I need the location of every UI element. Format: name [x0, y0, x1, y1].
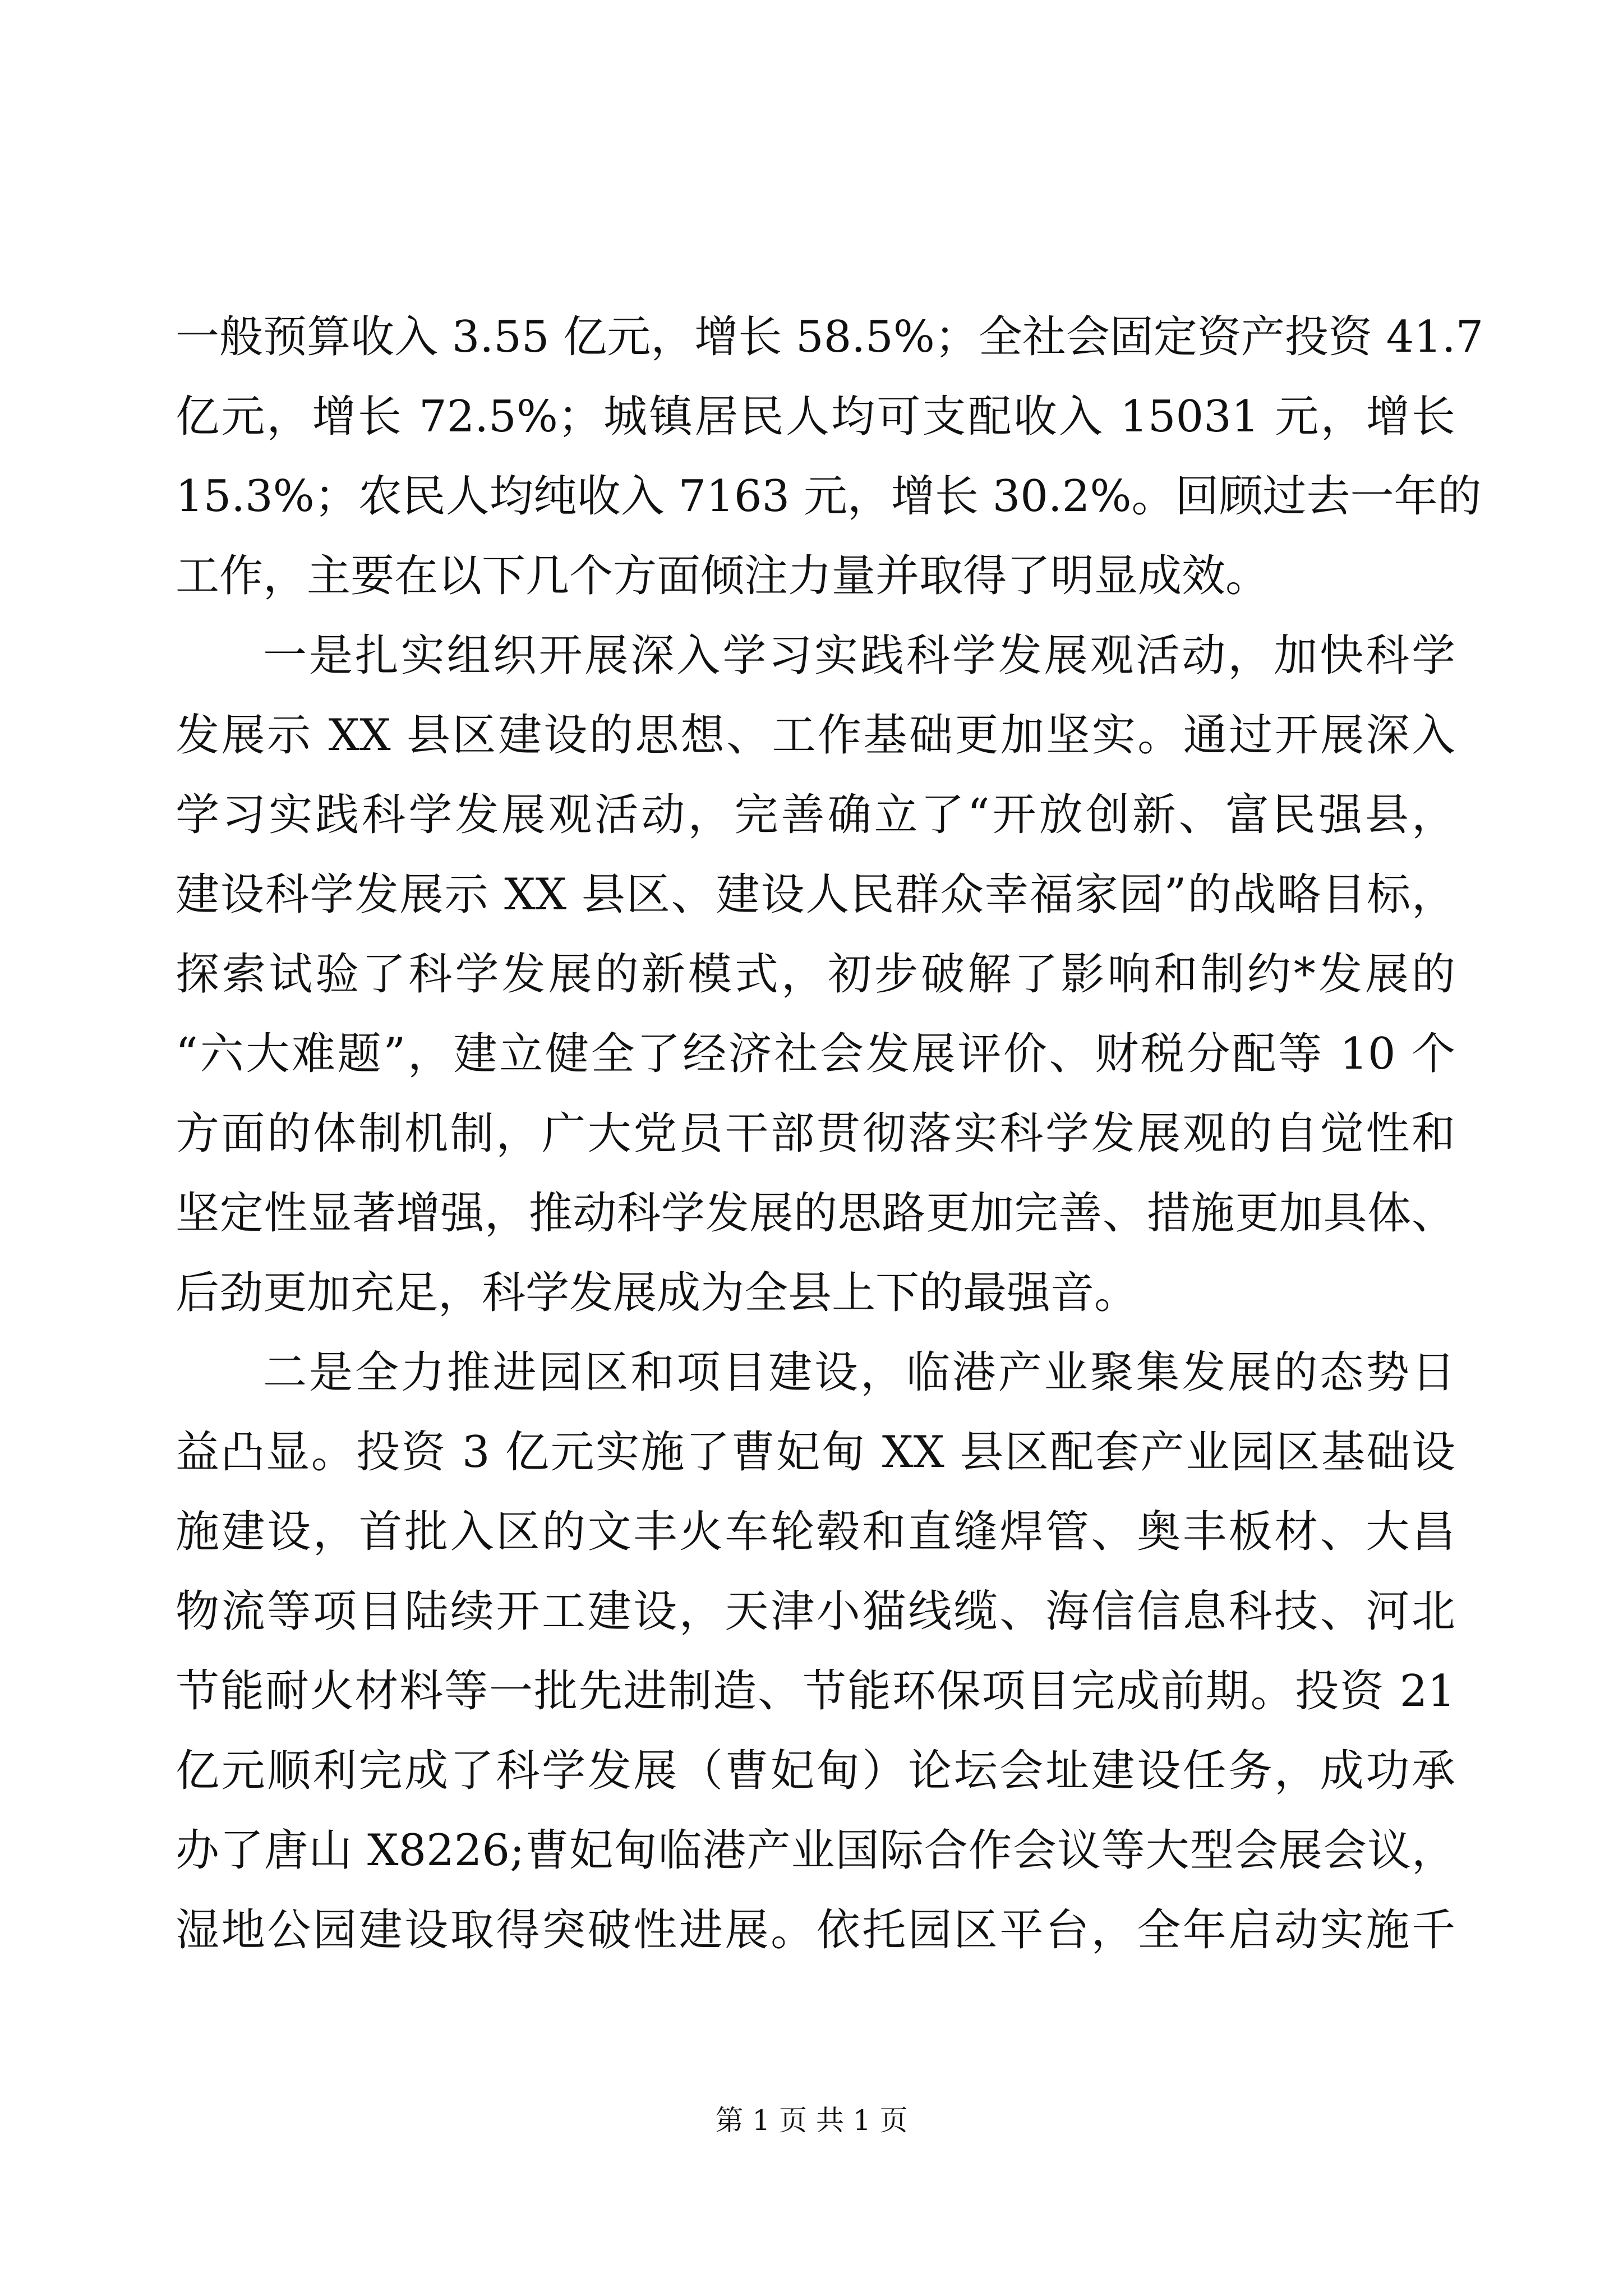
paragraph-1-line-4: 工作，主要在以下几个方面倾注力量并取得了明显成效。 — [176, 551, 1270, 601]
paragraph-2-line-2: 发展示 XX 县区建设的思想、工作基础更加坚实。通过开展深入 — [176, 710, 1455, 761]
paragraph-3-line-5: 节能耐火材料等一批先进制造、节能环保项目完成前期。投资 21 — [176, 1666, 1455, 1717]
paragraph-2-line-3: 学习实践科学发展观活动，完善确立了“开放创新、富民强县， — [176, 790, 1455, 840]
paragraph-3-line-8: 湿地公园建设取得突破性进展。依托园区平台，全年启动实施千 — [176, 1905, 1455, 1955]
paragraph-3-line-7: 办了唐山 X8226;曹妃甸临港产业国际合作会议等大型会展会议， — [176, 1825, 1455, 1876]
paragraph-1-line-2: 亿元，增长 72.5%；城镇居民人均可支配收入 15031 元，增长 — [176, 392, 1455, 442]
paragraph-2-line-4: 建设科学发展示 XX 县区、建设人民群众幸福家园”的战略目标， — [176, 869, 1455, 920]
paragraph-3-line-1: 二是全力推进园区和项目建设，临港产业聚集发展的态势日 — [263, 1347, 1455, 1398]
page-number-label: 第 1 页 共 1 页 — [715, 2104, 908, 2137]
paragraph-2-line-7: 方面的体制机制，广大党员干部贯彻落实科学发展观的自觉性和 — [176, 1108, 1455, 1159]
paragraph-2-line-8: 坚定性显著增强，推动科学发展的思路更加完善、措施更加具体、 — [176, 1188, 1455, 1239]
paragraph-1-line-1: 一般预算收入 3.55 亿元，增长 58.5%；全社会固定资产投资 41.7 — [176, 312, 1484, 362]
paragraph-2-line-9: 后劲更加充足，科学发展成为全县上下的最强音。 — [176, 1268, 1138, 1318]
paragraph-2-line-1: 一是扎实组织开展深入学习实践科学发展观活动，加快科学 — [263, 631, 1455, 681]
paragraph-1-line-3: 15.3%；农民人均纯收入 7163 元，增长 30.2%。回顾过去一年的 — [176, 471, 1482, 522]
paragraph-2-line-6: “六大难题”，建立健全了经济社会发展评价、财税分配等 10 个 — [176, 1029, 1455, 1079]
paragraph-3-line-2: 益凸显。投资 3 亿元实施了曹妃甸 XX 县区配套产业园区基础设 — [176, 1427, 1455, 1478]
page-footer — [0, 2101, 1623, 2140]
body-text — [176, 297, 1484, 1970]
paragraph-3-line-3: 施建设，首批入区的文丰火车轮毂和直缝焊管、奥丰板材、大昌 — [176, 1507, 1455, 1557]
paragraph-2-line-5: 探索试验了科学发展的新模式，初步破解了影响和制约*发展的 — [176, 949, 1455, 1000]
paragraph-3-line-6: 亿元顺利完成了科学发展（曹妃甸）论坛会址建设任务，成功承 — [176, 1746, 1455, 1796]
paragraph-3-line-4: 物流等项目陆续开工建设，天津小猫线缆、海信信息科技、河北 — [176, 1586, 1455, 1637]
